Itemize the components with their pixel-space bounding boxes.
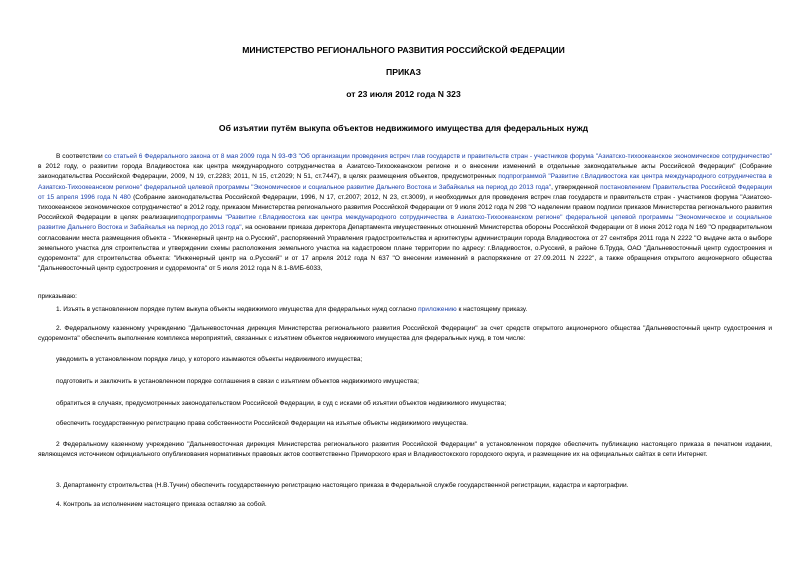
item-4: 4. Контроль за исполнением настоящего приказа оставляю за собой.	[56, 501, 267, 508]
item-1	[38, 305, 772, 315]
preamble-text: в 2012 году, о развитии города Владивостока как центра международного сотрудничества в Азиатско-Тихоокеанском регионе и о внесении изменений в отдельные законодательные акты Российской Федерации" (Собрание законодательства Российской Федерации, 2009, N 19, ст.2283; 2011, N 15, ст.2029; N 51, ст.7447), в целях размещения объектов, предусмотренных	[38, 163, 772, 181]
subitem-3: обратиться в случаях, предусмотренных законодательством Российской Федерации, в суд с исками об изъятии объектов недвижимого имущества;	[56, 400, 507, 407]
preamble-text: , утвержденной	[551, 183, 601, 191]
appendix-link[interactable]: приложению	[418, 306, 457, 313]
item-3: 3. Департаменту строительства (Н.В.Тучин) обеспечить государственную регистрацию настоящего приказа в Федеральной службе государственной регистрации, кадастра и картографии.	[56, 482, 629, 489]
document-date-number: от 23 июля 2012 года N 323	[346, 89, 461, 99]
subitem-4: обеспечить государственную регистрацию права собственности Российской Федерации на изъятые объекты недвижимого имущества.	[56, 420, 468, 427]
item-2b: 2 Федеральному казенному учреждению "Дальневосточная дирекция Министерства регионального развития Российской Федерации" в установленном порядке обеспечить публикацию настоящего приказа в печатном издании, являющемся источником официального опубликования нормативных правовых актов соответственно Приморского края и Владивостокского городского округа, и размещение их на официальных сайтах в сети Интернет.	[38, 441, 772, 459]
resolution-link[interactable]: постановлением Правительства Российской Федерации от 15 апреля 1996 года N 480	[38, 183, 772, 201]
document-type: ПРИКАЗ	[386, 67, 421, 77]
item-text: 1. Изъять в установленном порядке путем выкупа объекты недвижимого имущества для федеральных нужд согласно	[56, 306, 419, 313]
preamble-paragraph	[38, 152, 772, 274]
ministry-title: МИНИСТЕРСТВО РЕГИОНАЛЬНОГО РАЗВИТИЯ РОССИЙСКОЙ ФЕДЕРАЦИИ	[242, 45, 565, 55]
preamble-text: , на основании приказа директора Департамента имущественных отношений Министерства обороны Российской Федерации от 8 июня 2012 года N 169 "О предварительном согласовании места размещения объекта - "Инженерный центр на о.Русский", распоряжений Управления градостроительства и архитектуры администрации города Владивостока от 27 сентября 2011 года N 2222 "О выдаче акта о выборе земельного участка для строительства и утверждении схемы расположения земельного участка на кадастровом плане территории по адресу: г.Владивосток, о.Русский, в районе б.Труда, ОАО "Дальневосточный центр судостроения и судоремонта" для строительства объекта: "Инженерный центр на о.Русский" и от 17 апреля 2012 года N 637 "О внесении изменений в распоряжение от 27.09.2011 N 2222", а также обращения открытого акционерного общества "Дальневосточный центр судостроения и судоремонта" от 5 июля 2012 года N 8.1-8/ИБ-6033,	[38, 224, 772, 273]
item-text: к настоящему приказу.	[456, 306, 528, 313]
subprogram-link-2[interactable]: подпрограммы "Развитие г.Владивостока как центра международного сотрудничества в Азиатско-Тихоокеанском регионе" федеральной целевой программы "Экономическое и социальное развитие Дальнего Востока и Забайкалья на период до 2013 года"	[38, 214, 772, 232]
document-subject: Об изъятии путём выкупа объектов недвижимого имущества для федеральных нужд	[218, 123, 589, 133]
item-2: 2. Федеральному казенному учреждению "Дальневосточная дирекция Министерства регионального развития Российской Федерации" за счет средств открытого акционерного общества "Дальневосточный центр судостроения и судоремонта" обеспечить выполнение комплекса мероприятий, связанных с изъятием объектов недвижимого имущества для федеральных нужд, в том числе:	[38, 325, 772, 343]
order-word: приказываю:	[38, 293, 77, 300]
subitem-1: уведомить в установленном порядке лицо, у которого изымаются объекты недвижимого имущества;	[56, 356, 363, 363]
law-link[interactable]: со статьей 6 Федерального закона от 8 мая 2009 года N 93-ФЗ "Об организации проведения встреч глав государств и правительств стран - участников форума "Азиатско-тихоокеанское экономическое сотрудничество"	[104, 153, 772, 160]
subitem-2: подготовить и заключить в установленном порядке соглашения в связи с изъятием объектов недвижимого имущества;	[56, 378, 419, 385]
subprogram-link[interactable]: подпрограммой "Развитие г.Владивостока как центра международного сотрудничества в Азиатско-Тихоокеанском регионе" федеральной целевой программы "Экономическое и социальное развитие Дальнего Востока и Забайкалья на период до 2013 года"	[38, 173, 772, 191]
preamble-text: (Собрание законодательства Российской Федерации, 1996, N 17, ст.2007; 2012, N 23, ст.3009), и необходимых для проведения встреч глав государств и правительств стран - участников форума "Азиатско-тихоокеанское экономическое сотрудничество" в 2012 году, приказом Министерства регионального развития Российской Федерации от 9 июля 2012 года N 298 "О наделении правом подписи приказов Министерства регионального развития Российской Федерации в целях реализации	[38, 193, 772, 222]
preamble-text: В соответствии	[56, 153, 105, 160]
